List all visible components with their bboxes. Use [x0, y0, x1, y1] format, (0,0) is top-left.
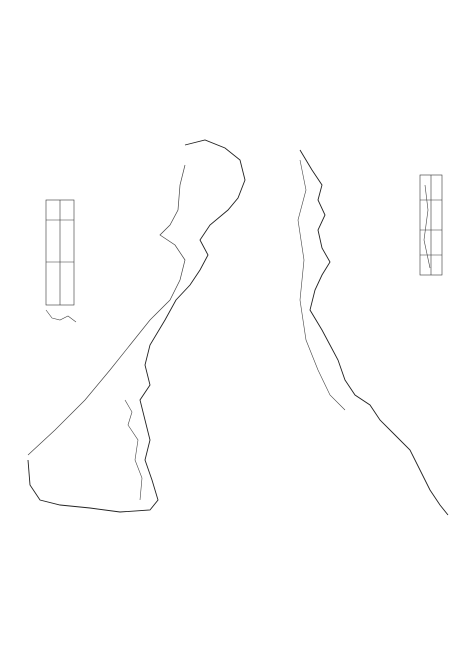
- right-inset-map: [420, 175, 442, 275]
- left-map-coastline: [28, 140, 245, 512]
- right-map-coastline: [300, 150, 448, 515]
- left-map-river: [125, 400, 142, 500]
- left-map-inner-boundary: [28, 165, 185, 455]
- left-inset-map: [46, 200, 76, 322]
- right-map-river: [298, 160, 345, 410]
